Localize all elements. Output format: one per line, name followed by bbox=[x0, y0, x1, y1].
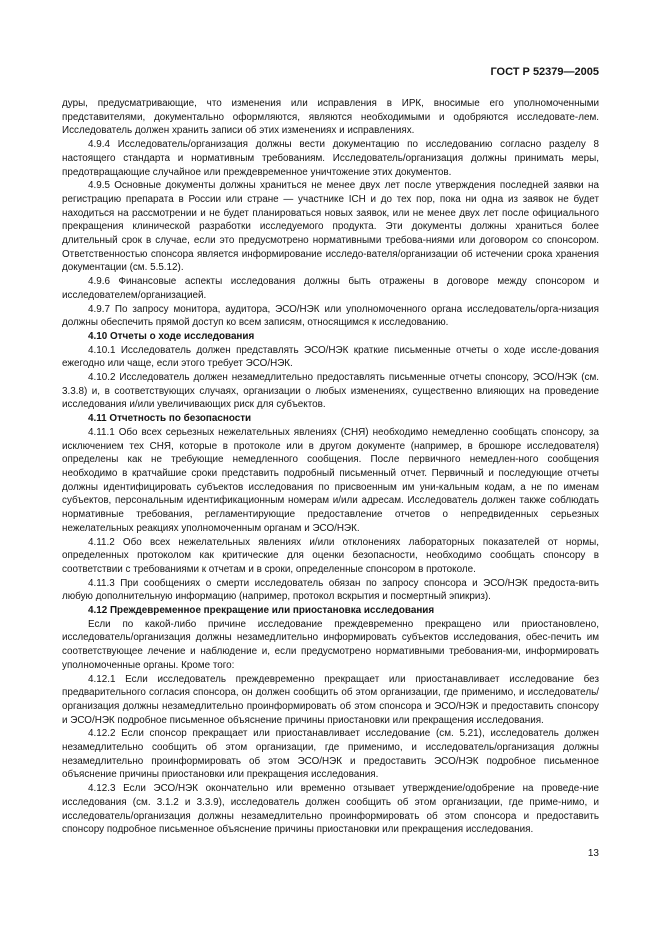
paragraph-4-9-4: 4.9.4 Исследователь/организация должны вести документацию по исследованию согласно разделу 8 настоящего стандарта и нормативным требованиям. Исследователь/организация должны принимать меры, предотвращающие случайное или преждевременное уничтожение этих документов. bbox=[62, 139, 599, 178]
document-code-header: ГОСТ Р 52379—2005 bbox=[490, 66, 599, 78]
paragraph-4-9-6: 4.9.6 Финансовые аспекты исследования должны быть отражены в договоре между спонсором и исследователем/организацией. bbox=[62, 276, 599, 301]
paragraph-4-9-7: 4.9.7 По запросу монитора, аудитора, ЭСО/НЭК или уполномоченного органа исследователь/орга-низация должны обеспечить прямой доступ ко всем записям, относящимся к исследованию. bbox=[62, 303, 599, 329]
document-body bbox=[62, 97, 599, 837]
paragraph-4-12-2: 4.12.2 Если спонсор прекращает или приостанавливает исследование (см. 5.21), исследователь должен незамедлительно сообщить об этом организации, где применимо, и исследователь/организация должны незамедлительно проинформировать об этом ЭСО/НЭК и предоставить ЭСО/НЭК подробное письменное объяснение причины приостановки или прекращения исследования. bbox=[62, 728, 599, 781]
paragraph-4-10-1: 4.10.1 Исследователь должен представлять ЭСО/НЭК краткие письменные отчеты о ходе иссле-дования ежегодно или чаще, если этого требует ЭСО/НЭК. bbox=[62, 344, 599, 370]
paragraph-4-10-2: 4.10.2 Исследователь должен незамедлительно предоставлять письменные отчеты спонсору, ЭСО/НЭК (см. 3.3.8) и, в соответствующих случаях, организации о любых изменениях, существенно влияющих на проведение исследования и/или увеличивающих риск для субъектов. bbox=[62, 372, 599, 411]
paragraph-4-12-3: 4.12.3 Если ЭСО/НЭК окончательно или временно отзывает утверждение/одобрение на проведе-ние исследования (см. 3.1.2 и 3.3.9), исследователь должен сообщить об этом организации, где приме-нимо, и исследователь/организация должны незамедлительно проинформировать об этом спонсора и предоставить спонсору подробное письменное объяснение причины приостановки или прекращения исследования. bbox=[62, 783, 599, 836]
paragraph-4-11-3: 4.11.3 При сообщениях о смерти исследователь обязан по запросу спонсора и ЭСО/НЭК предоста-вить любую дополнительную информацию (например, протокол вскрытия и посмертный эпикриз). bbox=[62, 577, 599, 603]
page-number: 13 bbox=[587, 848, 599, 859]
paragraph-4-11-1: 4.11.1 Обо всех серьезных нежелательных явлениях (СНЯ) необходимо немедленно сообщать спонсору, за исключением тех СНЯ, которые в протоколе или в другом документе (например, в брошюре исследователя) определены как не требующие немедленного сообщения. После первичного немедлен-ного сообщения необходимо в кратчайшие сроки представить подробный письменный отчет. Первичный и последующие отчеты должны идентифицировать субъектов исследования по присвоенным им уни-кальным кодам, а не по именам субъектов, персональным идентификационным номерам и/или адресам. Исследователь должен также соблюдать нормативные требования, регламентирующие предоставление отчетов о непредвиденных серьезных нежелательных реакциях уполномоченным органам и ЭСО/НЭК. bbox=[62, 426, 599, 534]
paragraph-4-12-intro: Если по какой-либо причине исследование преждевременно прекращено или приостановлено, исследователь/организация должны незамедлительно информировать субъектов исследования, обес-печить им соответствующее лечение и наблюдение и, если предусмотрено нормативными требования-ми, информировать уполномоченные органы. Кроме того: bbox=[62, 618, 599, 671]
paragraph-4-9-5: 4.9.5 Основные документы должны храниться не менее двух лет после утверждения последней заявки на регистрацию препарата в России или стране — участнике ICH и до тех пор, пока ни одна из заявок не будет находиться на рассмотрении и не будет планироваться новых заявок, или не менее двух лет после официального прекращения клинической разработки исследуемого продукта. Эти документы должны храниться более длительный срок в случае, если это предусмотрено нормативными требова-ниями или договором со спонсором. Ответственностью спонсора является информирование исследо-вателя/организации об истечении срока хранения документации (см. 5.5.12). bbox=[62, 180, 599, 274]
section-heading-4-12: 4.12 Преждевременное прекращение или приостановка исследования bbox=[88, 605, 435, 617]
section-heading-4-11: 4.11 Отчетность по безопасности bbox=[88, 413, 252, 425]
section-heading-4-10: 4.10 Отчеты о ходе исследования bbox=[88, 330, 255, 342]
paragraph-continuation: дуры, предусматривающие, что изменения или исправления в ИРК, вносимые его уполномоченными представителями, документально оформляются, являются необходимыми и одобряются исследовате-лем. Исследователь должен хранить записи об этих изменениях и исправлениях. bbox=[62, 98, 599, 137]
paragraph-4-11-2: 4.11.2 Обо всех нежелательных явлениях и/или отклонениях лабораторных показателей от нормы, определенных протоколом как критические для оценки безопасности, необходимо сообщать спонсору в соответствии с требованиями к отчетам и в сроки, определенные спонсором в протоколе. bbox=[62, 536, 599, 575]
paragraph-4-12-1: 4.12.1 Если исследователь преждевременно прекращает или приостанавливает исследование без предварительного согласия спонсора, он должен сообщить об этом организации, где применимо, и исследователь/организация должны незамедлительно проинформировать об этом спонсора и ЭСО/НЭК и предоставить спонсору и ЭСО/НЭК подробное письменное объяснение причины приостановки или прекращения исследования. bbox=[62, 673, 599, 726]
